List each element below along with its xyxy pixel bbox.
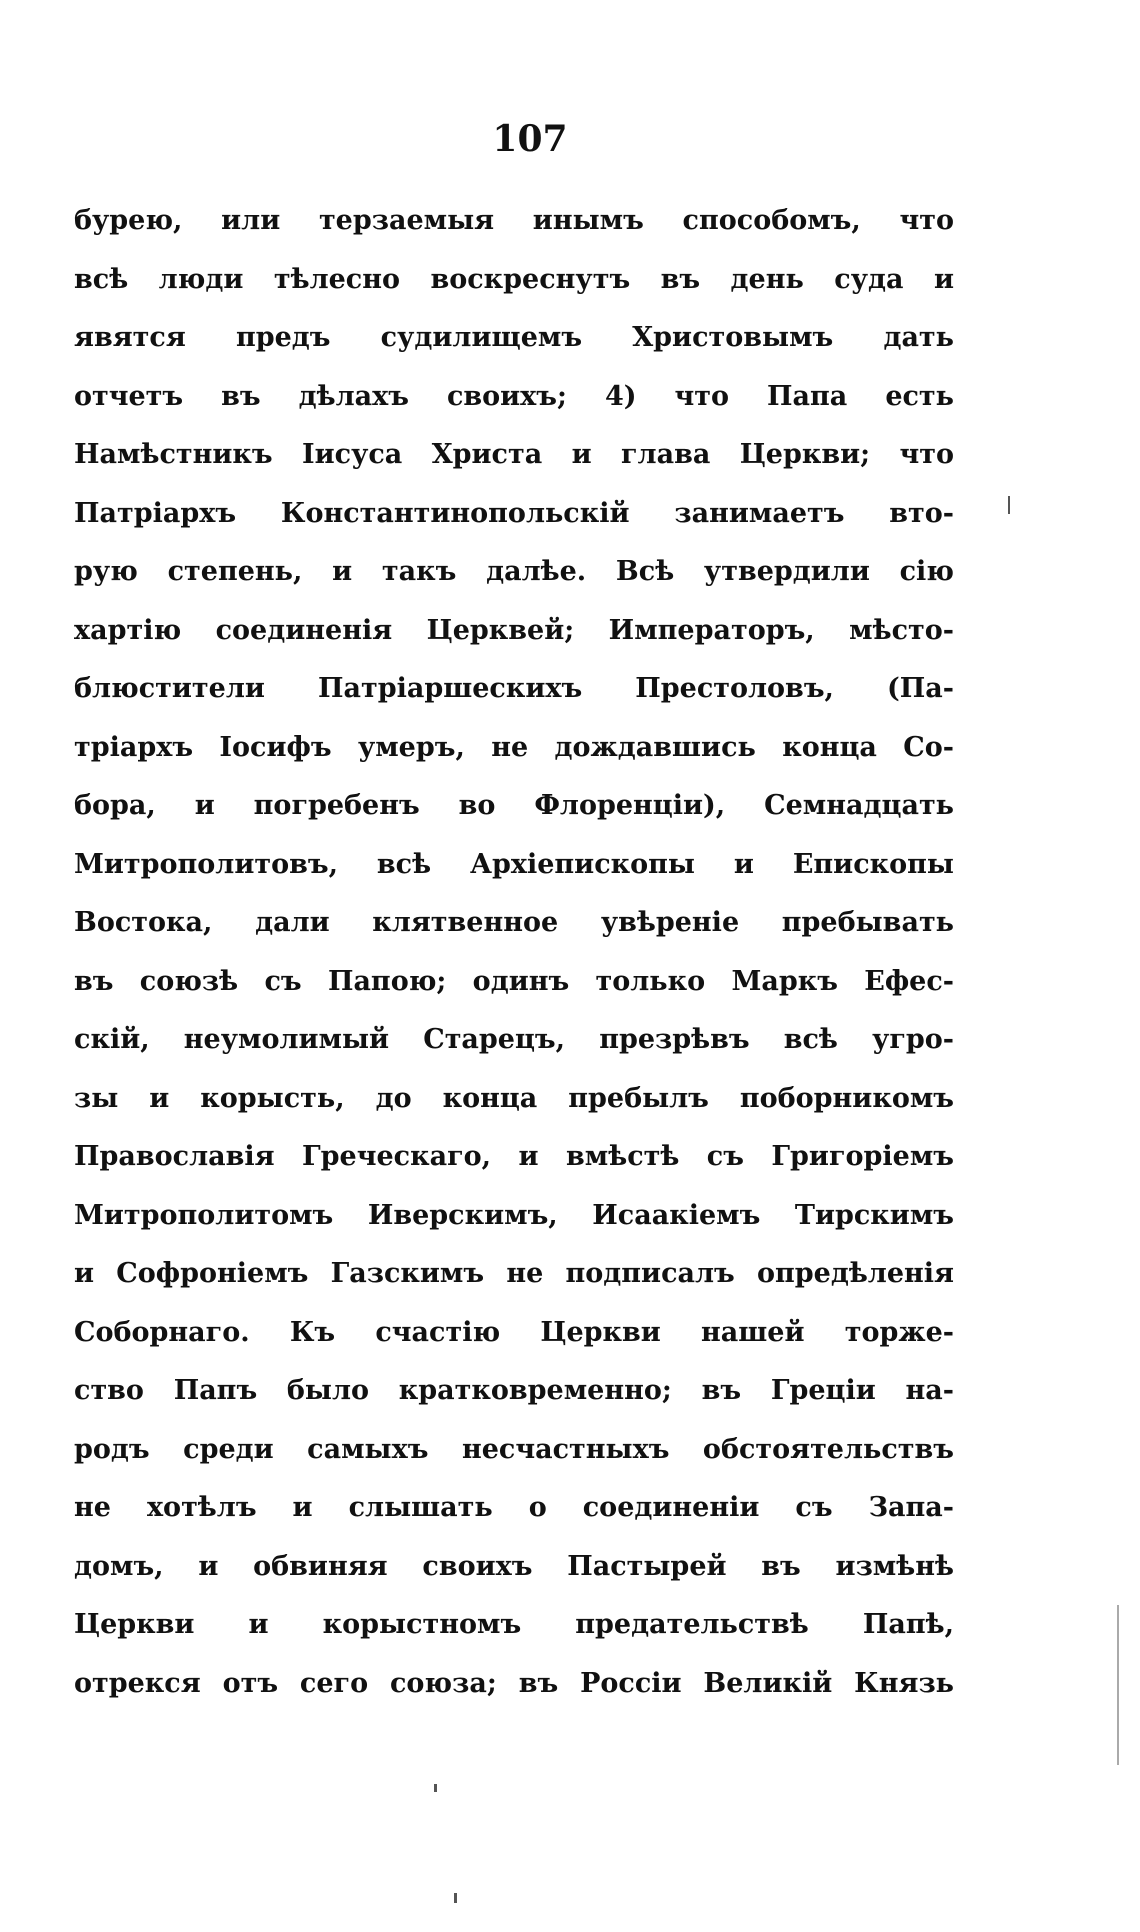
text-line: Соборнаго. Къ счастію Церкви нашей торже- [74,1316,954,1348]
text-line: Церкви и корыстномъ предательствѣ Папѣ, [74,1609,954,1640]
page-number: 107 [492,118,568,160]
text-line: въ союзѣ съ Папою; одинъ только Маркъ Ефес- [74,965,954,997]
text-line: Патріархъ Константинопольскій занимаетъ вто- [74,497,954,529]
text-line: тріархъ Іосифъ умеръ, не дождавшись конца Со- [74,731,954,763]
text-line: и Софроніемъ Газскимъ не подписалъ опредѣленія [74,1258,954,1289]
text-line: домъ, и обвиняя своихъ Пастырей въ измѣнѣ [74,1550,954,1582]
scan-margin-mark [1117,1605,1119,1765]
text-line: бора, и погребенъ во Флоренціи), Семнадцать [74,790,954,821]
text-line: зы и корысть, до конца пребылъ поборникомъ [74,1082,954,1114]
text-line: блюстители Патріаршескихъ Престоловъ, (Па- [74,673,954,704]
text-line: рую степень, и такъ далѣе. Всѣ утвердили сію [74,556,954,587]
text-line: родъ среди самыхъ несчастныхъ обстоятельствъ [74,1433,954,1465]
text-line: всѣ люди тѣлесно воскреснутъ въ день суда и [74,263,954,295]
scan-margin-mark [454,1893,457,1903]
text-line: ство Папъ было кратковременно; въ Греціи на- [74,1375,954,1406]
text-line: Православія Греческаго, и вмѣстѣ съ Григоріемъ [74,1141,954,1172]
text-line: Востока, дали клятвенное увѣреніе пребывать [74,907,954,938]
text-line: не хотѣлъ и слышать о соединеніи съ Запа- [74,1492,954,1523]
text-line: Митрополитомъ Иверскимъ, Исаакіемъ Тирскимъ [74,1199,954,1231]
scan-margin-mark [434,1784,437,1792]
text-line: бурею, или терзаемыя инымъ способомъ, что [74,205,954,236]
text-line: Намѣстникъ Іисуса Христа и глава Церкви; что [74,439,954,470]
text-line: отчетъ въ дѣлахъ своихъ; 4) что Папа есть [74,380,954,412]
text-line: Митрополитовъ, всѣ Архіепископы и Епископы [74,848,954,880]
text-line: явятся предъ судилищемъ Христовымъ дать [74,322,954,353]
body-text [74,192,954,1713]
text-line: отрекся отъ сего союза; въ Россіи Великій Князь [74,1667,954,1699]
scan-margin-mark [1008,496,1010,514]
text-line: хартію соединенія Церквей; Императоръ, мѣсто- [74,614,954,646]
text-line: скій, неумолимый Старецъ, презрѣвъ всѣ угро- [74,1024,954,1055]
